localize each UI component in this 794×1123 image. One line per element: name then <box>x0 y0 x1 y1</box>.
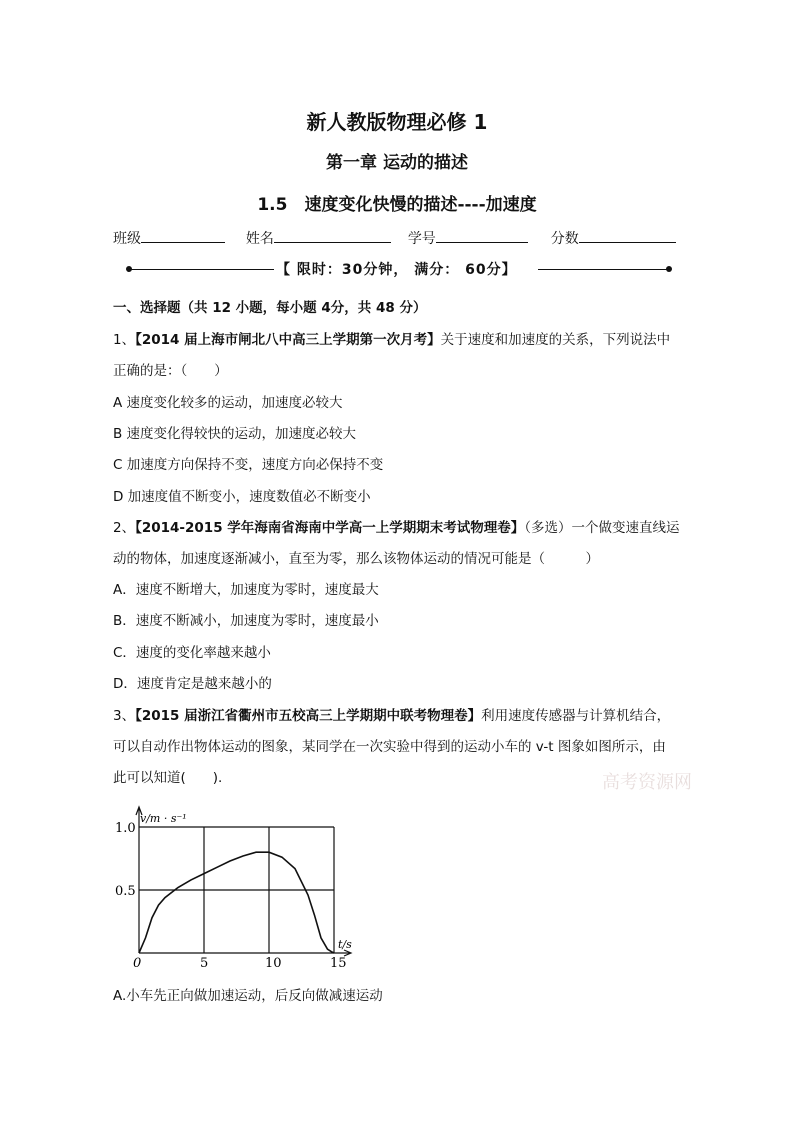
student-info-row <box>113 228 676 248</box>
left-rule <box>129 269 274 270</box>
question-2-line2: 动的物体，加速度逐渐减小，直至为零，那么该物体运动的情况可能是（ ） <box>113 551 599 567</box>
velocity-time-chart <box>100 800 370 980</box>
score-label: 分数 <box>550 231 579 247</box>
x-tick-label-5: 5 <box>200 956 209 971</box>
class-label: 班级 <box>113 231 141 247</box>
chart-axes <box>136 807 351 956</box>
number-label: 学号 <box>407 231 436 247</box>
name-blank[interactable] <box>274 228 391 243</box>
y-tick-label-1.0: 1.0 <box>115 821 136 836</box>
section-heading: 一、选择题（共 12 小题，每小题 4分，共 48 分） <box>113 300 427 316</box>
x-tick-label-15: 15 <box>330 956 347 971</box>
velocity-curve <box>139 852 334 953</box>
class-blank[interactable] <box>141 228 225 243</box>
question-2-option-a: A．速度不断增大，加速度为零时，速度最大 <box>113 582 379 598</box>
question-1-option-c: C 加速度方向保持不变，速度方向必保持不变 <box>113 457 384 473</box>
question-3-line1 <box>113 706 670 726</box>
time-limit-banner <box>126 256 672 284</box>
chapter-title: 第一章 运动的描述 <box>326 153 468 173</box>
question-3-option-a: A.小车先正向做加速运动，后反向做减速运动 <box>113 988 383 1004</box>
question-1-option-b: B 速度变化得较快的运动，加速度必较大 <box>113 426 357 442</box>
time-limit-text: 【 限时：30分钟， 满分： 60分】 <box>276 262 517 278</box>
watermark: 高考资源网 <box>602 772 692 793</box>
chart-tick-labels <box>115 821 347 971</box>
question-1-line1 <box>113 330 670 350</box>
question-1-source: 【2014 届上海市闸北八中高三上学期第一次月考】 <box>135 332 441 348</box>
number-blank[interactable] <box>436 228 528 243</box>
name-label: 姓名 <box>245 231 274 247</box>
y-axis-label: v/m · s⁻¹ <box>140 812 187 825</box>
question-1-option-a: A 速度变化较多的运动，加速度必较大 <box>113 395 343 411</box>
document-title: 新人教版物理必修 1 <box>306 110 488 134</box>
question-1-number: 1、 <box>113 332 136 348</box>
y-tick-label-0.5: 0.5 <box>115 884 136 899</box>
score-blank[interactable] <box>579 228 676 243</box>
x-axis-label: t/s <box>338 938 352 951</box>
question-2-source: 【2014-2015 学年海南省海南中学高一上学期期末考试物理卷】 <box>135 520 525 536</box>
section-title: 1.5 速度变化快慢的描述----加速度 <box>257 195 537 215</box>
question-2-stem: （多选）一个做变速直线运 <box>524 520 680 536</box>
right-rule <box>538 269 669 270</box>
question-1-stem: 关于速度和加速度的关系，下列说法中 <box>440 332 671 348</box>
right-dot <box>666 266 672 272</box>
question-2-option-c: C．速度的变化率越来越小 <box>113 645 271 661</box>
question-2-line1 <box>113 518 680 538</box>
question-3-number: 3、 <box>113 708 136 724</box>
question-1-line2: 正确的是：（ ） <box>113 363 228 379</box>
question-2-option-d: D．速度肯定是越来越小的 <box>113 676 272 692</box>
question-1-option-d: D 加速度值不断变小，速度数值必不断变小 <box>113 489 371 505</box>
question-2-option-b: B．速度不断减小，加速度为零时，速度最小 <box>113 613 379 629</box>
x-tick-label-10: 10 <box>265 956 282 971</box>
x-tick-label-0: 0 <box>133 956 142 971</box>
question-3-line2: 可以自动作出物体运动的图象，某同学在一次实验中得到的运动小车的 v-t 图象如图所示，由 <box>113 739 666 755</box>
question-3-line3: 此可以知道( ). <box>113 770 223 786</box>
question-2-number: 2、 <box>113 520 136 536</box>
question-3-source: 【2015 届浙江省衢州市五校高三上学期期中联考物理卷】 <box>135 708 482 724</box>
question-3-stem: 利用速度传感器与计算机结合， <box>481 708 671 724</box>
